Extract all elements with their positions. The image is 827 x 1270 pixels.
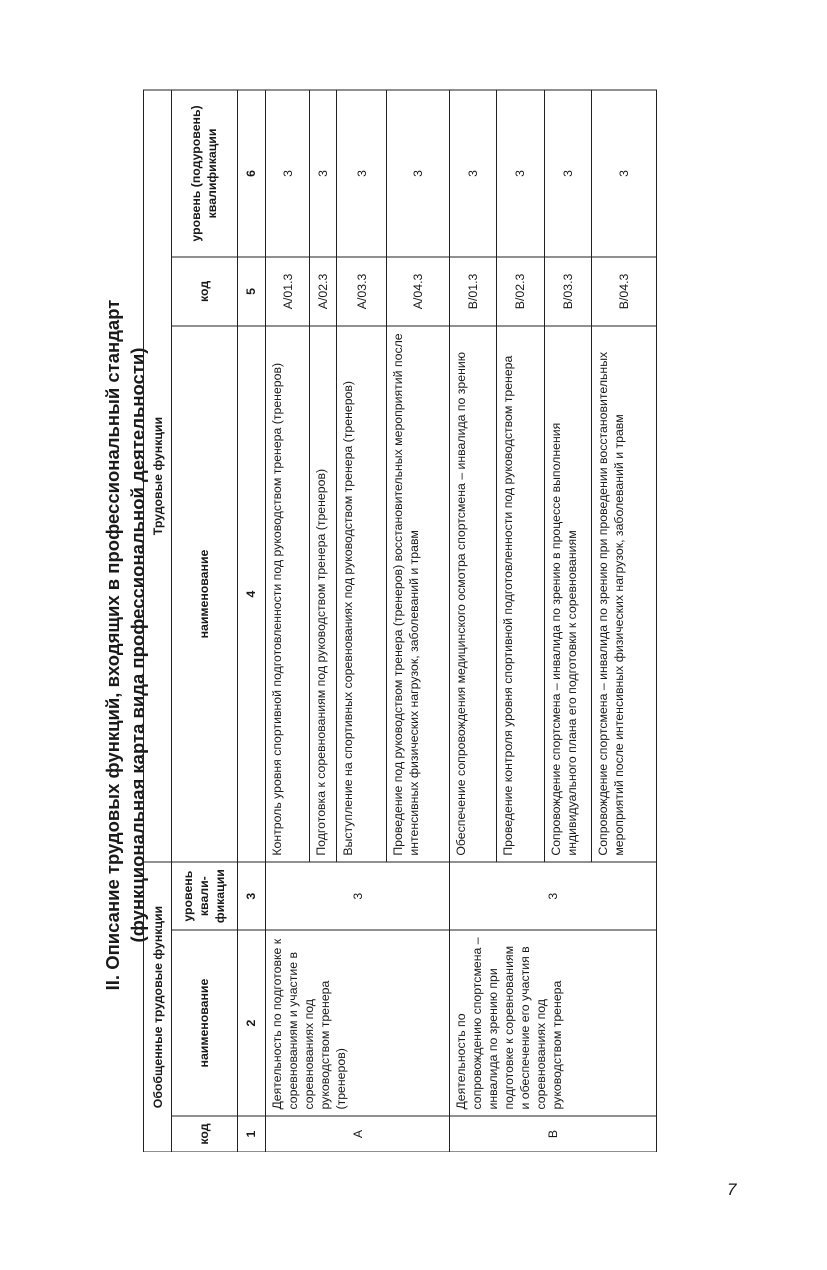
header-function-name: наименование — [172, 325, 238, 861]
function-code: A/03.3 — [337, 256, 386, 325]
function-level: 3 — [496, 90, 544, 257]
header-level: уровень квали-фикации — [172, 862, 238, 930]
column-number: 6 — [237, 90, 265, 257]
function-name: Сопровождение спортсмена – инвалида по зрению при проведении восстановительных мероприятий после интенсивных физических нагрузок, заболеваний и травм — [592, 325, 657, 861]
header-generalized: Обобщенные трудовые функции — [144, 862, 172, 1152]
group-level: 3 — [265, 862, 449, 930]
function-code: B/04.3 — [592, 256, 657, 325]
function-level: 3 — [545, 90, 592, 257]
function-code: A/02.3 — [310, 256, 337, 325]
title-line-1: II. Описание трудовых функций, входящих в профессиональный стандарт — [102, 299, 123, 991]
table-row — [450, 90, 496, 1152]
header-code: код — [172, 1116, 238, 1152]
function-name: Сопровождение спортсмена – инвалида по зрению в процессе выполнения индивидуального плана его подготовки к соревнованиям — [545, 325, 592, 861]
column-number: 4 — [237, 325, 265, 861]
column-number: 5 — [237, 256, 265, 325]
column-number: 3 — [237, 862, 265, 930]
function-level: 3 — [386, 90, 449, 257]
function-name: Проведение под руководством тренера (тренеров) восстановительных мероприятий после интенсивных физических нагрузок, заболеваний и травм — [386, 325, 449, 861]
group-code: А — [265, 1116, 449, 1152]
function-name: Контроль уровня спортивной подготовленности под руководством тренера (тренеров) — [265, 325, 309, 861]
column-number: 1 — [237, 1116, 265, 1152]
column-number: 2 — [237, 930, 265, 1116]
group-name: Деятельность по подготовке к соревнованиям и участие в соревнованиях под руководством тренера (тренеров) — [265, 930, 449, 1116]
header-function-code: код — [172, 256, 238, 325]
function-level: 3 — [337, 90, 386, 257]
function-level: 3 — [592, 90, 657, 257]
group-code: В — [450, 1116, 657, 1152]
function-code: A/04.3 — [386, 256, 449, 325]
function-code: B/03.3 — [545, 256, 592, 325]
rotated-table — [143, 89, 657, 1152]
function-name: Проведение контроля уровня спортивной подготовленности под руководством тренера — [496, 325, 544, 861]
title-line-2: (функциональная карта вида профессиональной деятельности) — [127, 347, 148, 943]
function-level: 3 — [265, 90, 309, 257]
table-row — [265, 90, 309, 1152]
header-functions: Трудовые функции — [144, 90, 172, 862]
functional-map-table — [143, 89, 657, 1152]
function-name: Обеспечение сопровождения медицинского осмотра спортсмена – инвалида по зрению — [450, 325, 496, 861]
page-number: 7 — [727, 1180, 737, 1199]
group-name: Деятельность по сопровождению спортсмена – инвалида по зрению при подготовке к соревнованиям и обеспечение его участия в соревнованиях под руководством тренера — [450, 930, 657, 1116]
table-container — [143, 89, 657, 1152]
function-code: B/01.3 — [450, 256, 496, 325]
header-name: наименование — [172, 930, 238, 1116]
group-level: 3 — [450, 862, 657, 930]
function-name: Подготовка к соревнованиям под руководством тренера (тренеров) — [310, 325, 337, 861]
function-code: B/02.3 — [496, 256, 544, 325]
column-number-row — [237, 90, 265, 1152]
function-name: Выступление на спортивных соревнованиях под руководством тренера (тренеров) — [337, 325, 386, 861]
function-level: 3 — [450, 90, 496, 257]
function-level: 3 — [310, 90, 337, 257]
function-code: A/01.3 — [265, 256, 309, 325]
header-function-level: уровень (подуровень) квалификации — [172, 90, 238, 257]
